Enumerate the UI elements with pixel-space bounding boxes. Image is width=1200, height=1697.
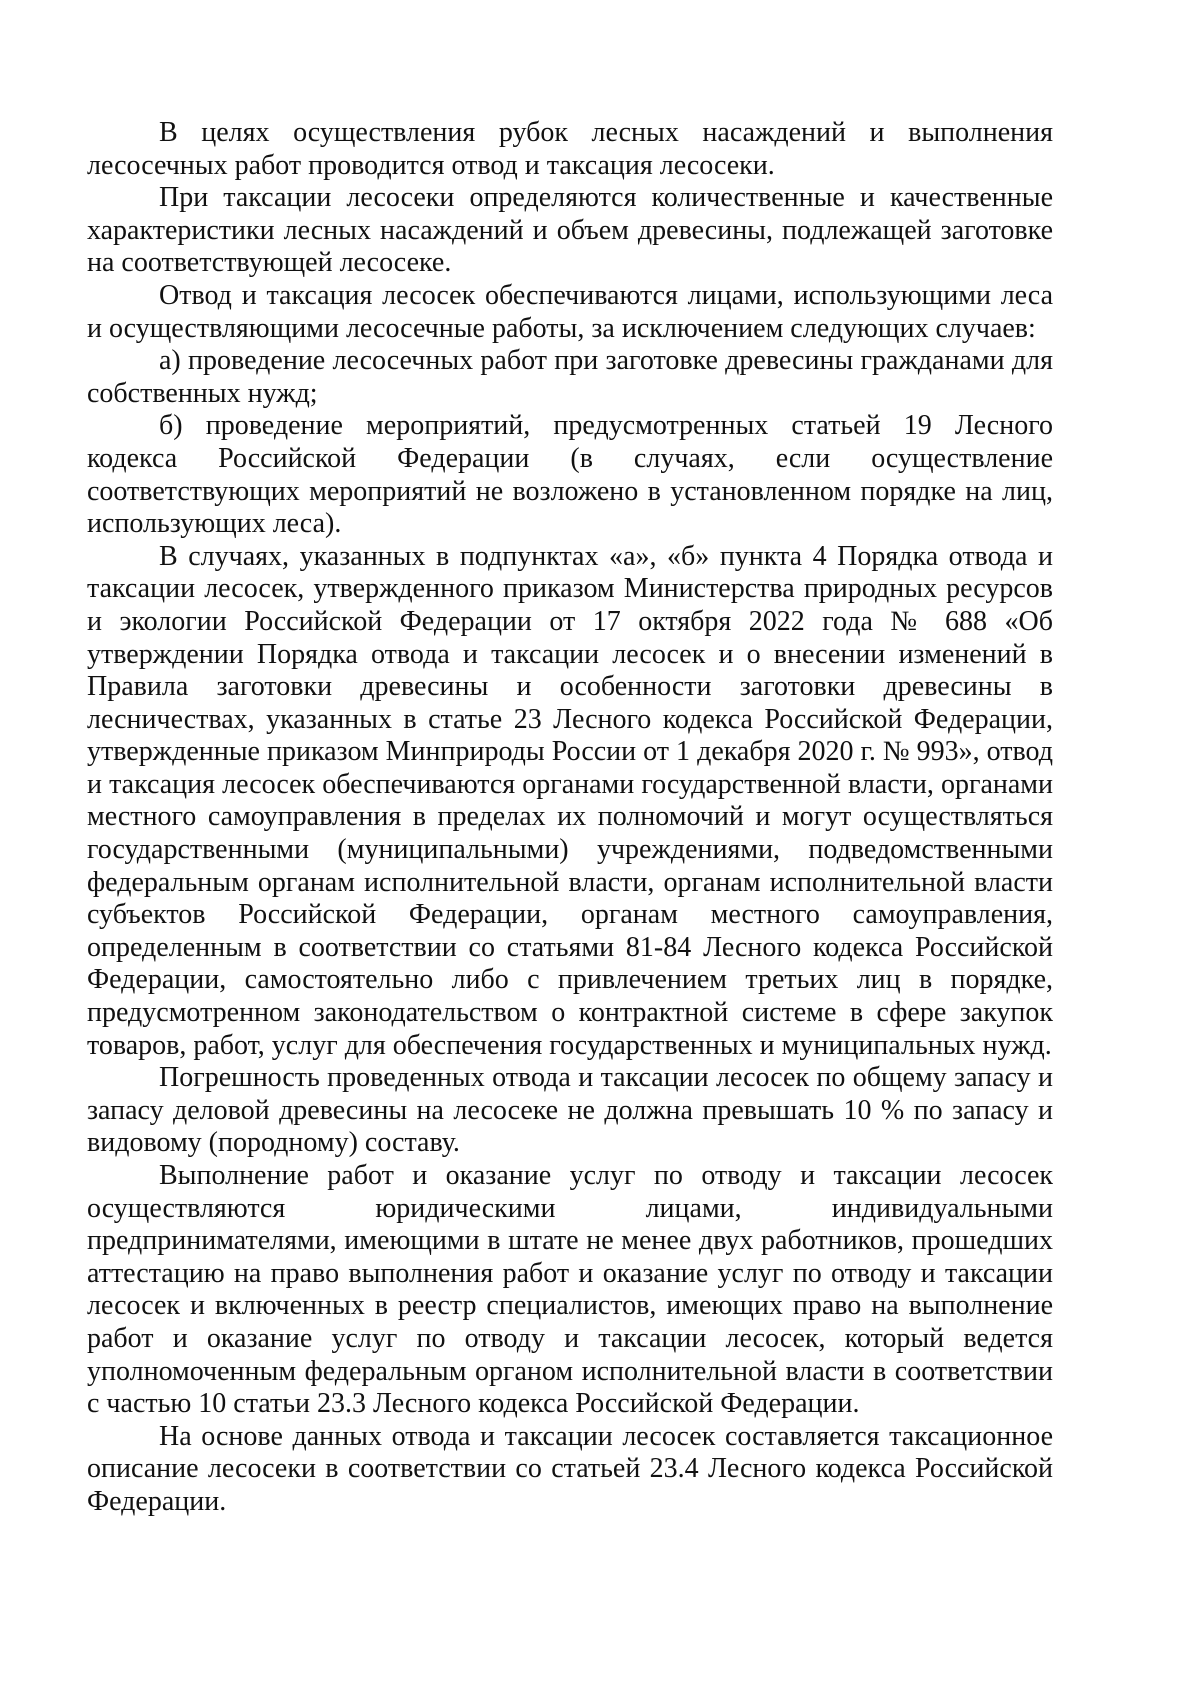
document-body [87,117,1053,1519]
paragraph-government-bodies: В случаях, указанных в подпунктах «а», «б» пункта 4 Порядка отвода и таксации лесосек, утвержденного приказом Министерства природных ресурсов и экологии Российской Федерации от 17 октября 2022 года № 688 «Об утверждении Порядка отвода и таксации лесосек и о внесении изменений в Правила заготовки древесины и особенности заготовки древесины в лесничествах, указанных в статье 23 Лесного кодекса Российской Федерации, утвержденные приказом Минприроды России от 1 декабря 2020 г. № 993», отвод и таксация лесосек обеспечиваются органами государственной власти, органами местного самоуправления в пределах их полномочий и могут осуществляться государственными (муниципальными) учреждениями, подведомственными федеральным органам исполнительной власти, органам исполнительной власти субъектов Российской Федерации, органам местного самоуправления, определенным в соответствии со статьями 81-84 Лесного кодекса Российской Федерации, самостоятельно либо с привлечением третьих лиц в порядке, предусмотренном законодательством о контрактной системе в сфере закупок товаров, работ, услуг для обеспечения государственных и муниципальных нужд. [87,540,1053,1061]
paragraph-felling-allotment: В целях осуществления рубок лесных насаждений и выполнения лесосечных работ проводится отвод и таксация лесосеки. [87,117,1053,181]
paragraph-exception-a: а) проведение лесосечных работ при заготовке древесины гражданами для собственных нужд; [87,345,1053,409]
paragraph-contractors: Выполнение работ и оказание услуг по отводу и таксации лесосек осуществляются юридическими лицами, индивидуальными предпринимателями, имеющими в штате не менее двух работников, прошедших аттестацию на право выполнения работ и оказание услуг по отводу и таксации лесосек и включенных в реестр специалистов, имеющих право на выполнение работ и оказание услуг по отводу и таксации лесосек, который ведется уполномоченным федеральным органом исполнительной власти в соответствии с частью 10 статьи 23.3 Лесного кодекса Российской Федерации. [87,1160,1053,1420]
paragraph-responsible-persons: Отвод и таксация лесосек обеспечиваются лицами, использующими леса и осуществляющими лесосечные работы, за исключением следующих случаев: [87,279,1053,344]
paragraph-taxation-description: На основе данных отвода и таксации лесосек составляется таксационное описание лесосеки в соответствии со статьей 23.4 Лесного кодекса Российской Федерации. [87,1420,1053,1517]
paragraph-error-tolerance: Погрешность проведенных отвода и таксации лесосек по общему запасу и запасу деловой древесины на лесосеке не должна превышать 10 % по запасу и видовому (породному) составу. [87,1062,1053,1159]
paragraph-taxation-characteristics: При таксации лесосеки определяются количественные и качественные характеристики лесных насаждений и объем древесины, подлежащей заготовке на соответствующей лесосеке. [87,182,1053,279]
paragraph-exception-b: б) проведение мероприятий, предусмотренных статьей 19 Лесного кодекса Российской Федерации (в случаях, если осуществление соответствующих мероприятий не возложено в установленном порядке на лиц, использующих леса). [87,410,1053,540]
